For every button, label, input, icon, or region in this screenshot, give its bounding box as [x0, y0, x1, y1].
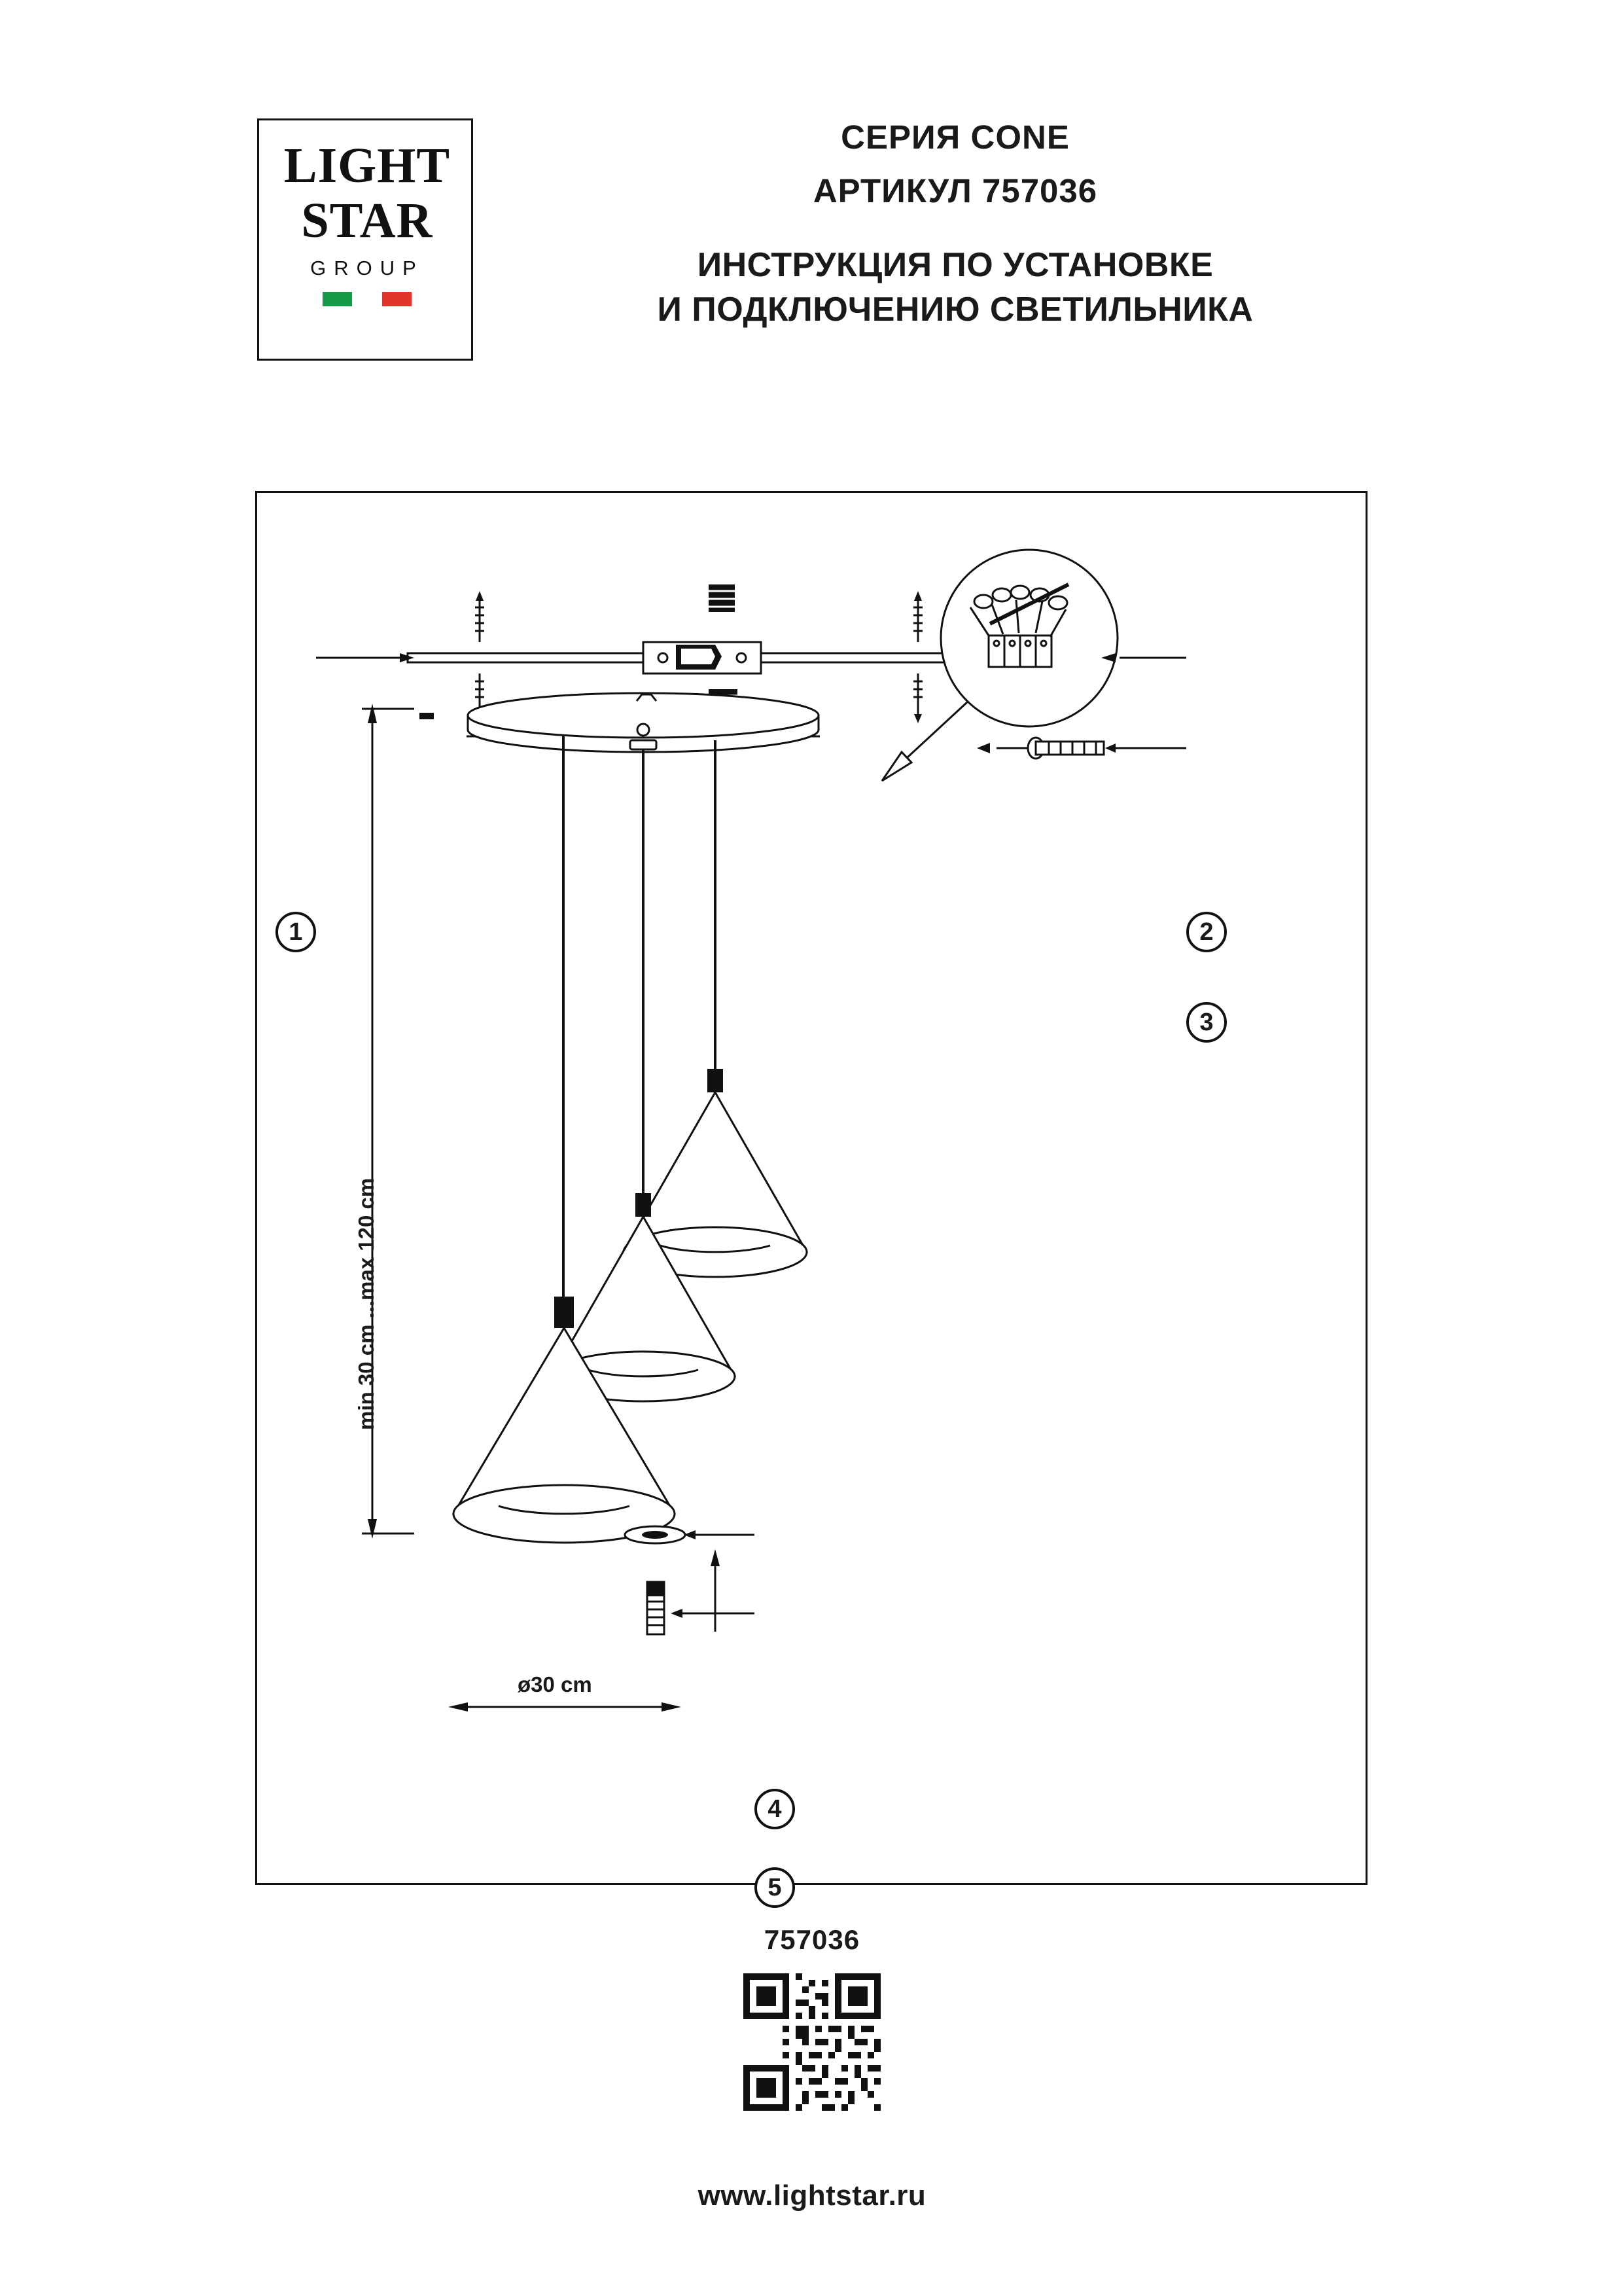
page-header: [0, 115, 1624, 389]
logo-line-group: GROUP: [310, 257, 424, 279]
height-dimension-label: min 30 cm ...max 120 cm: [354, 1177, 378, 1430]
callout-1: 1: [275, 912, 316, 952]
diagram-frame: [255, 491, 1368, 1901]
logo-line-light: LIGHT: [283, 138, 451, 193]
callout-2: 2: [1186, 912, 1227, 952]
series-title: СЕРИЯ CONE: [841, 118, 1070, 156]
italian-flag-icon: [323, 292, 412, 306]
callout-5: 5: [754, 1867, 795, 1908]
instruction-title-line2: И ПОДКЛЮЧЕНИЮ СВЕТИЛЬНИКА: [657, 291, 1254, 329]
diagram-canvas: [257, 493, 1366, 1901]
instruction-title-line1: ИНСТРУКЦИЯ ПО УСТАНОВКЕ: [697, 246, 1214, 284]
title-block: [537, 115, 1374, 332]
footer-product-code: 757036: [764, 1924, 860, 1955]
callout-3: 3: [1186, 1002, 1227, 1043]
website-url: www.lightstar.ru: [697, 2179, 927, 2212]
article-number: АРТИКУЛ 757036: [813, 172, 1098, 209]
brand-logo: [257, 118, 473, 361]
diameter-dimension-label: ø30 cm: [518, 1672, 592, 1696]
callout-4: 4: [754, 1789, 795, 1829]
installation-diagram: [257, 493, 1366, 1883]
logo-line-star: STAR: [301, 193, 433, 248]
qr-code: [743, 1973, 881, 2111]
